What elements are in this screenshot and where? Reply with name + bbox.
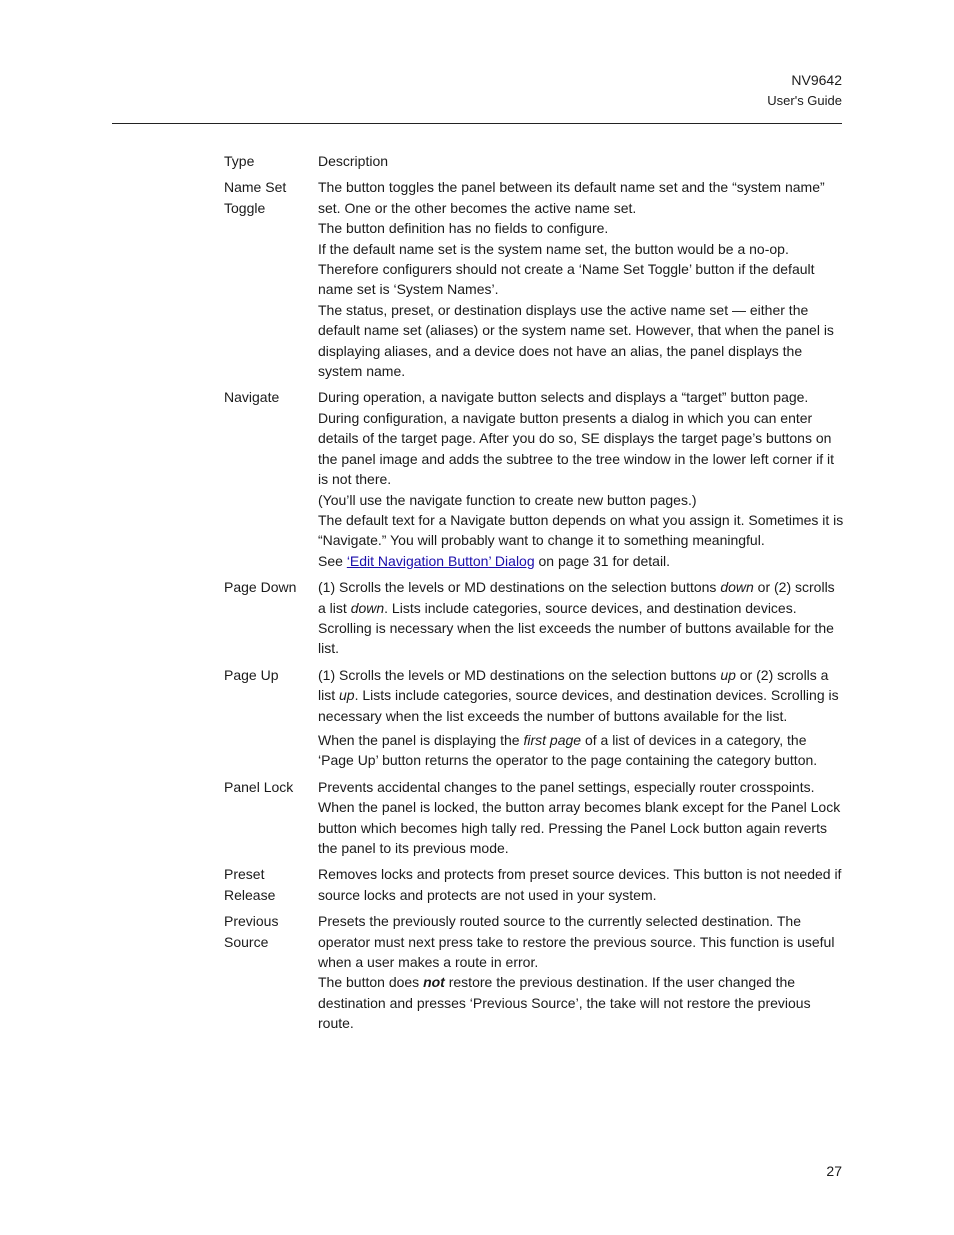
- type-cell: [224, 577, 318, 659]
- emphasis-run: first page: [523, 731, 582, 748]
- table-row: [224, 864, 844, 905]
- description-paragraph: The default text for a Navigate button depends on what you assign it. Sometimes it is “Navigate.” You will probably want to change it to something meaningful.: [318, 511, 844, 549]
- text-run: (1) Scrolls the levels or MD destinations on the selection buttons: [318, 666, 721, 683]
- see-also-paragraph: [318, 551, 844, 571]
- type-cell: [224, 911, 318, 1033]
- description-paragraph: The button toggles the panel between its default name set and the “system name” set. One or the other becomes the active name set.: [318, 179, 825, 216]
- page-header: [767, 71, 842, 110]
- column-header-description: Description: [318, 153, 389, 169]
- page-number: 27: [826, 1163, 842, 1179]
- type-cell: [224, 387, 318, 571]
- type-label: Source: [224, 933, 269, 950]
- description-paragraph: During configuration, a navigate button presents a dialog in which you can enter details of the target page. After you do so, SE displays the target page’s buttons on the panel image and adds the subtree to the tree window in the lower left corner if it is not there.: [318, 409, 834, 488]
- type-label: Name Set: [224, 179, 287, 196]
- text-run: . Lists include categories, source devices, and destination devices. Scrolling is necessary when the list exceeds the number of buttons available for the list.: [318, 599, 834, 657]
- description-cell: [318, 911, 844, 1033]
- see-suffix: on page 31 for detail.: [534, 552, 671, 569]
- emphasis-run: down: [350, 599, 385, 616]
- description-cell: [318, 864, 844, 905]
- description-cell: [318, 387, 844, 571]
- description-cell: [318, 665, 844, 771]
- description-paragraph: Prevents accidental changes to the panel settings, especially router crosspoints. When the panel is locked, the button array becomes blank except for the Panel Lock button which becomes high tally red. Pressing the Panel Lock button again reverts the panel to its previous mode.: [318, 778, 841, 856]
- description-paragraph: Presets the previously routed source to the currently selected destination. The operator must next press take to restore the previous source. This function is useful when a user makes a route in error.: [318, 913, 835, 971]
- description-cell: [318, 177, 844, 381]
- type-label: Release: [224, 886, 276, 903]
- text-run: restore the previous destination. If the user changed the destination and presses ‘Previous Source’, the take will not restore the previous route.: [318, 974, 811, 1032]
- type-label: Previous: [224, 913, 279, 930]
- document-subtitle: User's Guide: [767, 93, 842, 108]
- description-paragraph: Removes locks and protects from preset source devices. This button is not needed if source locks and protects are not used in your system.: [318, 866, 842, 903]
- description-paragraph: [318, 577, 844, 659]
- type-label: Preset: [224, 866, 265, 883]
- description-cell: [318, 577, 844, 659]
- text-run: or (2) scrolls a list: [318, 579, 835, 616]
- description-paragraph: [318, 665, 844, 726]
- description-paragraph: (You’ll use the navigate function to create new button pages.): [318, 491, 697, 508]
- edit-navigation-button-dialog-link[interactable]: ‘Edit Navigation Button’ Dialog: [346, 552, 535, 569]
- table-row: [224, 177, 844, 381]
- emphasis-run: down: [720, 579, 754, 596]
- see-prefix: See: [318, 552, 347, 569]
- text-run: The button does: [318, 974, 424, 991]
- type-cell: [224, 665, 318, 771]
- text-run: When the panel is displaying the: [318, 731, 524, 748]
- description-cell: [318, 777, 844, 859]
- text-run: or (2) scrolls a list: [318, 666, 829, 704]
- text-run: . Lists include categories, source devices, and destination devices. Scrolling is necessary when the list exceeds the number of buttons available for the list.: [318, 687, 839, 724]
- header-rule: [112, 123, 842, 124]
- type-cell: [224, 777, 318, 859]
- type-label: Page Down: [224, 579, 297, 596]
- table-row: [224, 911, 844, 1033]
- document-title: NV9642: [791, 72, 842, 88]
- column-header-type: Type: [224, 153, 255, 169]
- type-cell: [224, 177, 318, 381]
- type-label: Navigate: [224, 389, 280, 406]
- table-row: [224, 577, 844, 659]
- emphasis-run: up: [720, 666, 736, 683]
- type-cell: [224, 864, 318, 905]
- type-label: Panel Lock: [224, 778, 294, 795]
- button-type-table: [224, 151, 844, 1040]
- description-paragraph: If the default name set is the system name set, the button would be a no-op. Therefore configurers should not create a ‘Name Set Toggle’ button if the default name set is ‘System Names’.: [318, 240, 815, 298]
- bold-emphasis-run: not: [423, 974, 445, 991]
- description-paragraph: During operation, a navigate button selects and displays a “target” button page.: [318, 389, 809, 406]
- text-run: (1) Scrolls the levels or MD destinations on the selection buttons: [318, 579, 721, 596]
- type-label: Toggle: [224, 199, 266, 216]
- table-row: [224, 665, 844, 771]
- description-paragraph: [318, 972, 844, 1033]
- table-row: [224, 387, 844, 571]
- description-paragraph: The status, preset, or destination displays use the active name set — either the default name set (aliases) or the system name set. However, that when the panel is displaying aliases, and a device does not have an alias, the panel displays the system name.: [318, 301, 834, 380]
- table-row: [224, 777, 844, 859]
- description-paragraph: The button definition has no fields to configure.: [318, 220, 609, 237]
- type-label: Page Up: [224, 666, 279, 683]
- text-run: of a list of devices in a category, the ‘Page Up’ button returns the operator to the page containing the category button.: [318, 731, 818, 769]
- description-paragraph: [318, 730, 844, 771]
- table-header-row: [224, 151, 844, 171]
- emphasis-run: up: [339, 687, 355, 704]
